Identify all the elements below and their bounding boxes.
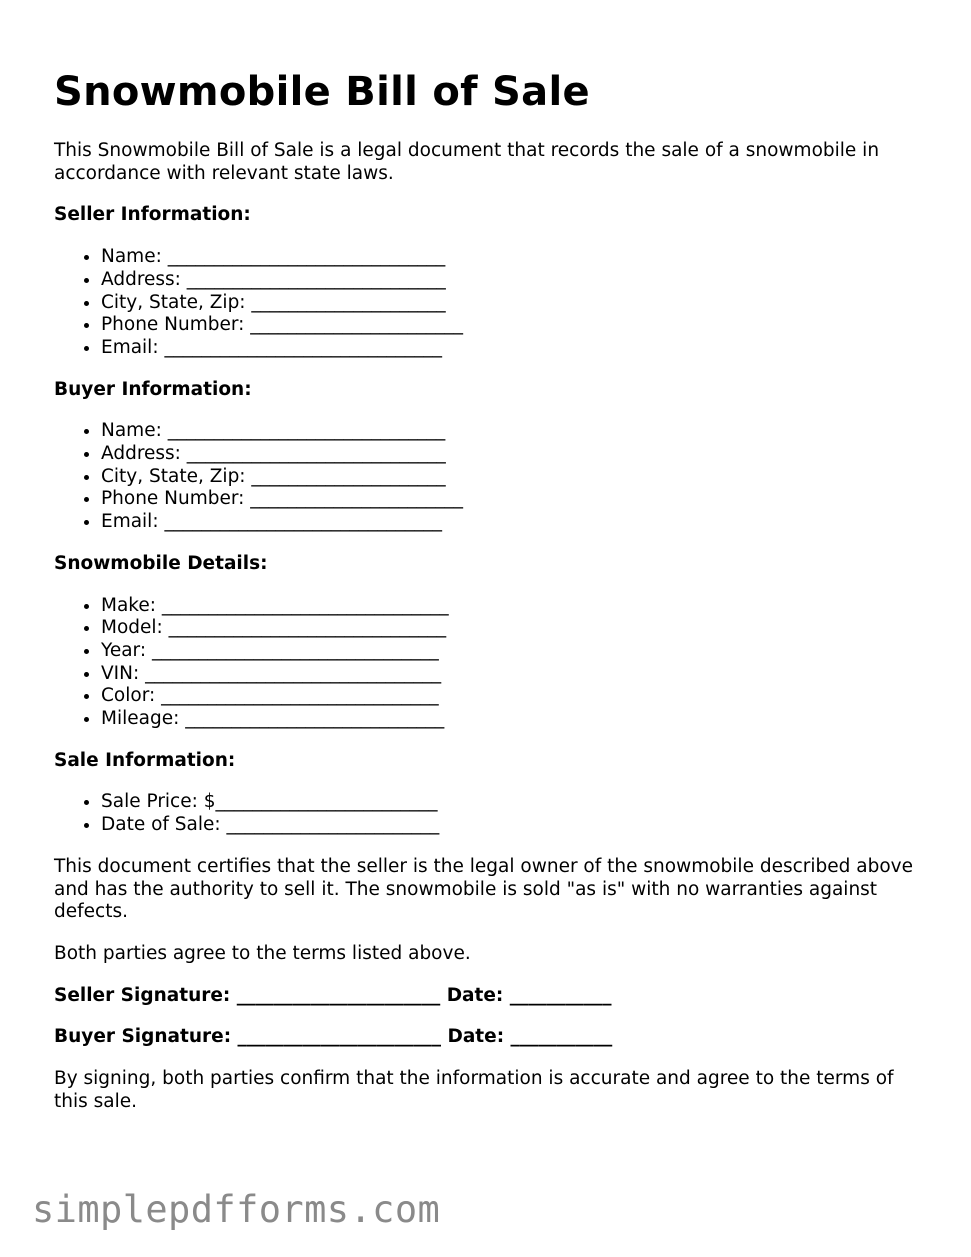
buyer-email-field: • Email: ______________________________ <box>101 511 924 534</box>
seller-fields-list <box>54 246 924 360</box>
sale-heading: Sale Information: <box>54 749 236 771</box>
buyer-fields-list <box>54 420 924 534</box>
snowmobile-color-field: • Color: ______________________________ <box>101 685 924 708</box>
snowmobile-heading: Snowmobile Details: <box>54 552 268 574</box>
agreement-paragraph: Both parties agree to the terms listed above. <box>54 942 471 964</box>
snowmobile-mileage-field: • Mileage: ____________________________ <box>101 708 924 731</box>
seller-phone-field: • Phone Number: _______________________ <box>101 314 924 337</box>
buyer-signature-line: Buyer Signature: ______________________ Date: ___________ <box>54 1026 613 1048</box>
closing-paragraph: By signing, both parties confirm that the information is accurate and agree to the terms of this sale. <box>54 1068 894 1112</box>
snowmobile-year-field: • Year: _______________________________ <box>101 640 924 663</box>
document-title: Snowmobile Bill of Sale <box>54 69 590 115</box>
seller-city-state-zip-field: • City, State, Zip: _____________________ <box>101 292 924 315</box>
snowmobile-vin-field: • VIN: ________________________________ <box>101 663 924 686</box>
buyer-phone-field: • Phone Number: _______________________ <box>101 488 924 511</box>
seller-signature-line: Seller Signature: ______________________ Date: ___________ <box>54 984 612 1006</box>
seller-address-field: • Address: ____________________________ <box>101 269 924 292</box>
snowmobile-fields-list <box>54 595 924 731</box>
seller-email-field: • Email: ______________________________ <box>101 337 924 360</box>
buyer-heading: Buyer Information: <box>54 378 252 400</box>
buyer-city-state-zip-field: • City, State, Zip: _____________________ <box>101 466 924 489</box>
buyer-address-field: • Address: ____________________________ <box>101 443 924 466</box>
snowmobile-make-field: • Make: _______________________________ <box>101 595 924 618</box>
sale-price-field: • Sale Price: $________________________ <box>101 791 924 814</box>
sale-date-field: • Date of Sale: _______________________ <box>101 814 924 837</box>
sale-fields-list <box>54 791 924 836</box>
watermark-text: simplepdfforms.com <box>32 1188 441 1231</box>
seller-name-field: • Name: ______________________________ <box>101 246 924 269</box>
seller-heading: Seller Information: <box>54 204 251 226</box>
snowmobile-model-field: • Model: ______________________________ <box>101 617 924 640</box>
intro-paragraph: This Snowmobile Bill of Sale is a legal document that records the sale of a snowmobile in accordance with relevant state laws. <box>54 140 880 184</box>
buyer-name-field: • Name: ______________________________ <box>101 420 924 443</box>
bill-of-sale-document <box>54 62 924 1114</box>
certification-paragraph: This document certifies that the seller is the legal owner of the snowmobile described above and has the authority to sell it. The snowmobile is sold "as is" with no warranties against defects. <box>54 855 913 923</box>
